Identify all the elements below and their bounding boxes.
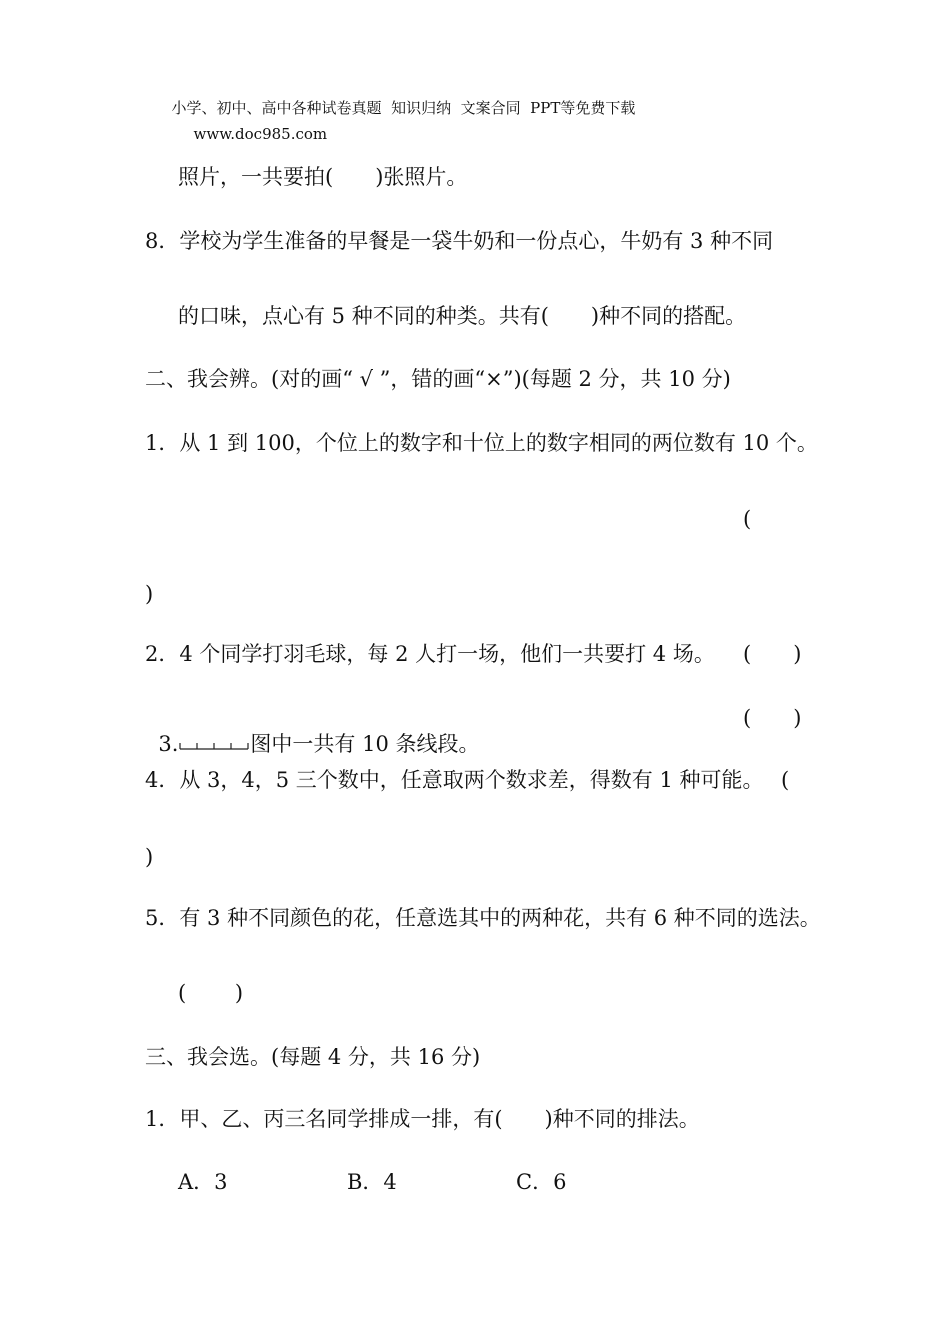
judge-3-answer-paren[interactable]: ( ) (743, 706, 802, 730)
header-text: 小学、初中、高中各种试卷真题 知识归纳 文案合同 PPT等免费下载 (171, 99, 636, 117)
question-8-line1: 8．学校为学生准备的早餐是一袋牛奶和一份点心，牛奶有 3 种不同 (145, 229, 774, 253)
judge-4-paren-open[interactable]: ( (781, 768, 790, 792)
section-3-title: 三、我会选。(每题 4 分，共 16 分) (145, 1045, 481, 1069)
judge-question-5: 5．有 3 种不同颜色的花，任意选其中的两种花，共有 6 种不同的选法。 (145, 906, 821, 930)
section-2-title: 二、我会辨。(对的画“ √ ”，错的画“×”)(每题 2 分，共 10 分) (145, 367, 731, 391)
judge-question-1: 1．从 1 到 100，个位上的数字和十位上的数字相同的两位数有 10 个。 (145, 431, 818, 455)
judge-1-paren-close: ) (145, 582, 154, 606)
judge-4-paren-close: ) (145, 845, 154, 869)
question-7-tail: 照片，一共要拍( )张照片。 (178, 165, 468, 189)
judge-question-2: 2．4 个同学打羽毛球，每 2 人打一场，他们一共要打 4 场。 (145, 642, 715, 666)
choice-option-b[interactable]: B．4 (347, 1170, 397, 1194)
judge-2-answer-paren[interactable]: ( ) (743, 642, 802, 666)
judge-question-4: 4．从 3，4，5 三个数中，任意取两个数求差，得数有 1 种可能。 (145, 768, 764, 792)
line-segment-figure (179, 737, 249, 751)
header-url: www.doc985.com (193, 125, 328, 143)
question-8-line2: 的口味，点心有 5 种不同的种类。共有( )种不同的搭配。 (178, 304, 747, 328)
choice-question-1: 1．甲、乙、丙三名同学排成一排，有( )种不同的排法。 (145, 1107, 700, 1131)
judge-1-paren-open[interactable]: ( (743, 507, 752, 531)
choice-option-c[interactable]: C．6 (516, 1170, 567, 1194)
judge-3-prefix: 3. (158, 732, 179, 756)
judge-5-answer-paren[interactable]: ( ) (178, 981, 244, 1005)
judge-question-3 (145, 705, 479, 757)
page-header (162, 69, 635, 147)
judge-3-text: 图中一共有 10 条线段。 (250, 732, 480, 756)
choice-option-a[interactable]: A．3 (178, 1170, 228, 1194)
